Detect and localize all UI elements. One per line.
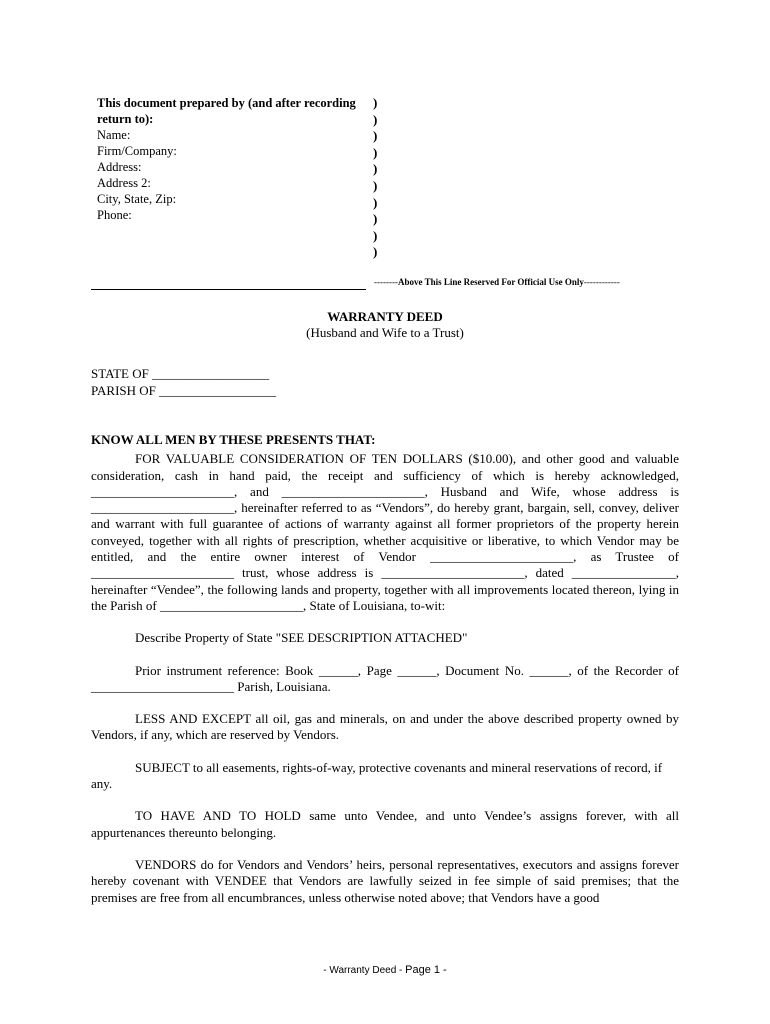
reserved-text: Above This Line Reserved For Official Use Only [397, 277, 584, 287]
property-description: Describe Property of State "SEE DESCRIPTION ATTACHED" [135, 630, 468, 646]
title-sub: (Husband and Wife to a Trust) [306, 325, 464, 340]
field-city-state-zip-label: City, State, Zip: [97, 192, 177, 206]
dashes-right: ------------ [583, 277, 620, 287]
deed-body [91, 432, 679, 922]
title-main: WARRANTY DEED [327, 309, 443, 324]
field-firm-label: Firm/Company: [97, 144, 177, 158]
field-address2-label: Address 2: [97, 176, 151, 190]
subject-paragraph: SUBJECT to all easements, rights-of-way, protective covenants and mineral reservations of record, if any. [91, 759, 663, 792]
paren: ) [373, 111, 378, 127]
venue-block [91, 366, 276, 399]
paren: ) [373, 194, 378, 210]
prior-instrument-paragraph: Prior instrument reference: Book ______, Page ______, Document No. ______, of the Recorder of ______________________ Parish, Louisiana. [91, 662, 679, 694]
habendum-paragraph: TO HAVE AND TO HOLD same unto Vendee, and unto Vendee’s assigns forever, with all appurtenances thereunto belonging. [91, 808, 679, 840]
bracket-column [373, 95, 377, 261]
page-footer [0, 964, 770, 976]
official-use-notice [374, 277, 620, 287]
paren: ) [373, 128, 378, 144]
dashes-left: -------- [374, 277, 398, 287]
vendors-covenant-paragraph: VENDORS do for Vendors and Vendors’ heirs, personal representatives, executors and assigns forever hereby covenant with VENDEE that Vendors are lawfully seized in fee simple of said premises; that the premises are free from all encumbrances, unless otherwise noted above; that Vendors have a good [91, 856, 679, 905]
field-address-label: Address: [97, 160, 142, 174]
paren: ) [373, 161, 378, 177]
field-phone-label: Phone: [97, 208, 132, 222]
paren: ) [373, 177, 378, 193]
paren: ) [373, 211, 378, 227]
know-all-men-heading: KNOW ALL MEN BY THESE PRESENTS THAT: [91, 432, 376, 447]
prepared-by-label: This document prepared by (and after recording return to): [97, 96, 356, 126]
state-line: STATE OF __________________ [91, 366, 270, 381]
paren: ) [373, 244, 378, 260]
less-except-paragraph: LESS AND EXCEPT all oil, gas and minerals, on and under the above described property owned by Vendors, if any, which are reserved by Vendors. [91, 711, 679, 743]
paren: ) [373, 144, 378, 160]
preparer-block [97, 95, 372, 223]
deed-title [91, 309, 679, 341]
consideration-paragraph: FOR VALUABLE CONSIDERATION OF TEN DOLLARS ($10.00), and other good and valuable consideration, cash in hand paid, the receipt and sufficiency of which is hereby acknowledged, ______________________, and ______________________, Husband and Wife, whose address is ______________________, hereinafter referred to as “Vendors”, do hereby grant, bargain, sell, convey, deliver and warrant with full guarantee of actions of warranty against all former proprietors of the property herein conveyed, together with all rights of prescription, whether acquisitive or liberative, to which Vendor may be entitled, and the entire owner interest of Vendor ______________________, as Trustee of ______________________ trust, whose address is ______________________, dated ________________, hereinafter “Vendee”, the following lands and property, together with all improvements located thereon, lying in the Parish of ______________________, State of Louisiana, to-wit: [91, 451, 679, 613]
paren: ) [373, 227, 378, 243]
footer-doc-name: - Warranty Deed - [323, 965, 406, 976]
footer-page-number: Page 1 - [405, 964, 447, 976]
paren: ) [373, 95, 378, 110]
field-name-label: Name: [97, 128, 131, 142]
recording-divider-line [91, 289, 366, 290]
parish-line: PARISH OF __________________ [91, 382, 277, 398]
